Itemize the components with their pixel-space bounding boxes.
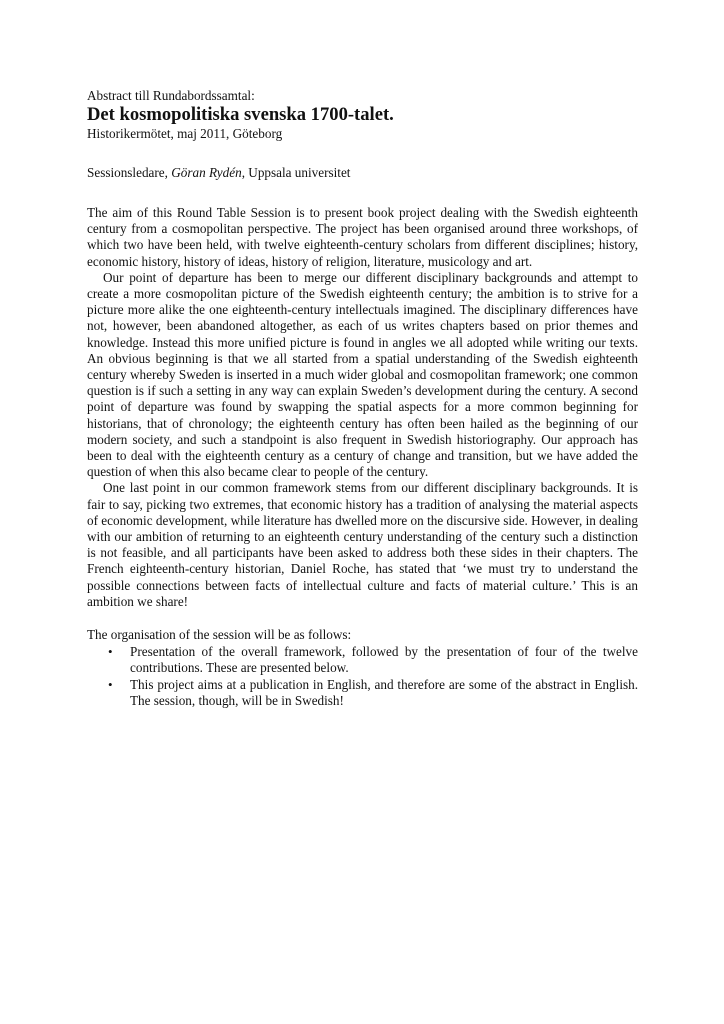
list-item-text: Presentation of the overall framework, followed by the presentation of four of the twelve contributions. These are presented below. [130, 644, 638, 676]
body-paragraph-3: One last point in our common framework stems from our different disciplinary backgrounds. It is fair to say, picking two extremes, that economic history has a tradition of analysing the material aspects of economic development, while literature has dwelled more on the discursive side. However, in dealing with our ambition of returning to an eighteenth century understanding of the century such a distinction is not feasible, and all participants have been asked to address both these sides in their chapters. The French eighteenth-century historian, Daniel Roche, has stated that ‘we must try to understand the possible connections between facts of intellectual culture and facts of material culture.’ This is an ambition we share! [87, 480, 638, 609]
organisation-list [87, 644, 638, 709]
abstract-body [87, 205, 638, 610]
organisation-intro: The organisation of the session will be as follows: [87, 627, 352, 643]
pre-title: Abstract till Rundabordssamtal: [87, 88, 255, 103]
session-suffix: , Uppsala universitet [241, 165, 351, 180]
bullet-icon: • [108, 644, 113, 660]
session-leader-name: Göran Rydén [171, 165, 242, 180]
bullet-icon: • [108, 676, 113, 692]
body-paragraph-2: Our point of departure has been to merge our different disciplinary backgrounds and attempt to create a more cosmopolitan picture of the Swedish eighteenth century; the ambition is to strive for a picture more alike the one eighteenth-century intellectuals imagined. The disciplinary differences have not, however, been abandoned altogether, as each of us writes chapters based on prior themes and knowledge. Instead this more unified picture is found in angles we all adopted while writing our texts. An obvious beginning is that we all started from a spatial understanding of the Swedish eighteenth century whereby Sweden is inserted in a much wider global and cosmopolitan framework; one common question is if such a setting in any way can explain Sweden’s development during the century. A second point of departure was found by swapping the spatial aspects for a more common beginning for historians, that of chronology; the eighteenth century has often been hailed as the beginning of our modern society, and such a standpoint is also frequent in Swedish historiography. Our approach has been to deal with the eighteenth century as a century of change and transition, but we have added the question of when this also became clear to people of the century. [87, 269, 638, 480]
document-title: Det kosmopolitiska svenska 1700-talet. [87, 104, 394, 125]
session-prefix: Sessionsledare, [87, 165, 172, 180]
list-item [108, 676, 638, 709]
list-item-text: This project aims at a publication in English, and therefore are some of the abstract in English. The session, though, will be in Swedish! [130, 676, 638, 708]
document-subtitle: Historikermötet, maj 2011, Göteborg [87, 126, 283, 141]
body-paragraph-1: The aim of this Round Table Session is to present book project dealing with the Swedish eighteenth century from a cosmopolitan perspective. The project has been organised around three workshops, of which two have been held, with twelve eighteenth-century scholars from different disciplines; history, economic history, history of ideas, history of religion, literature, musicology and art. [87, 205, 638, 269]
list-item [108, 644, 638, 676]
session-leader-line [87, 165, 638, 181]
